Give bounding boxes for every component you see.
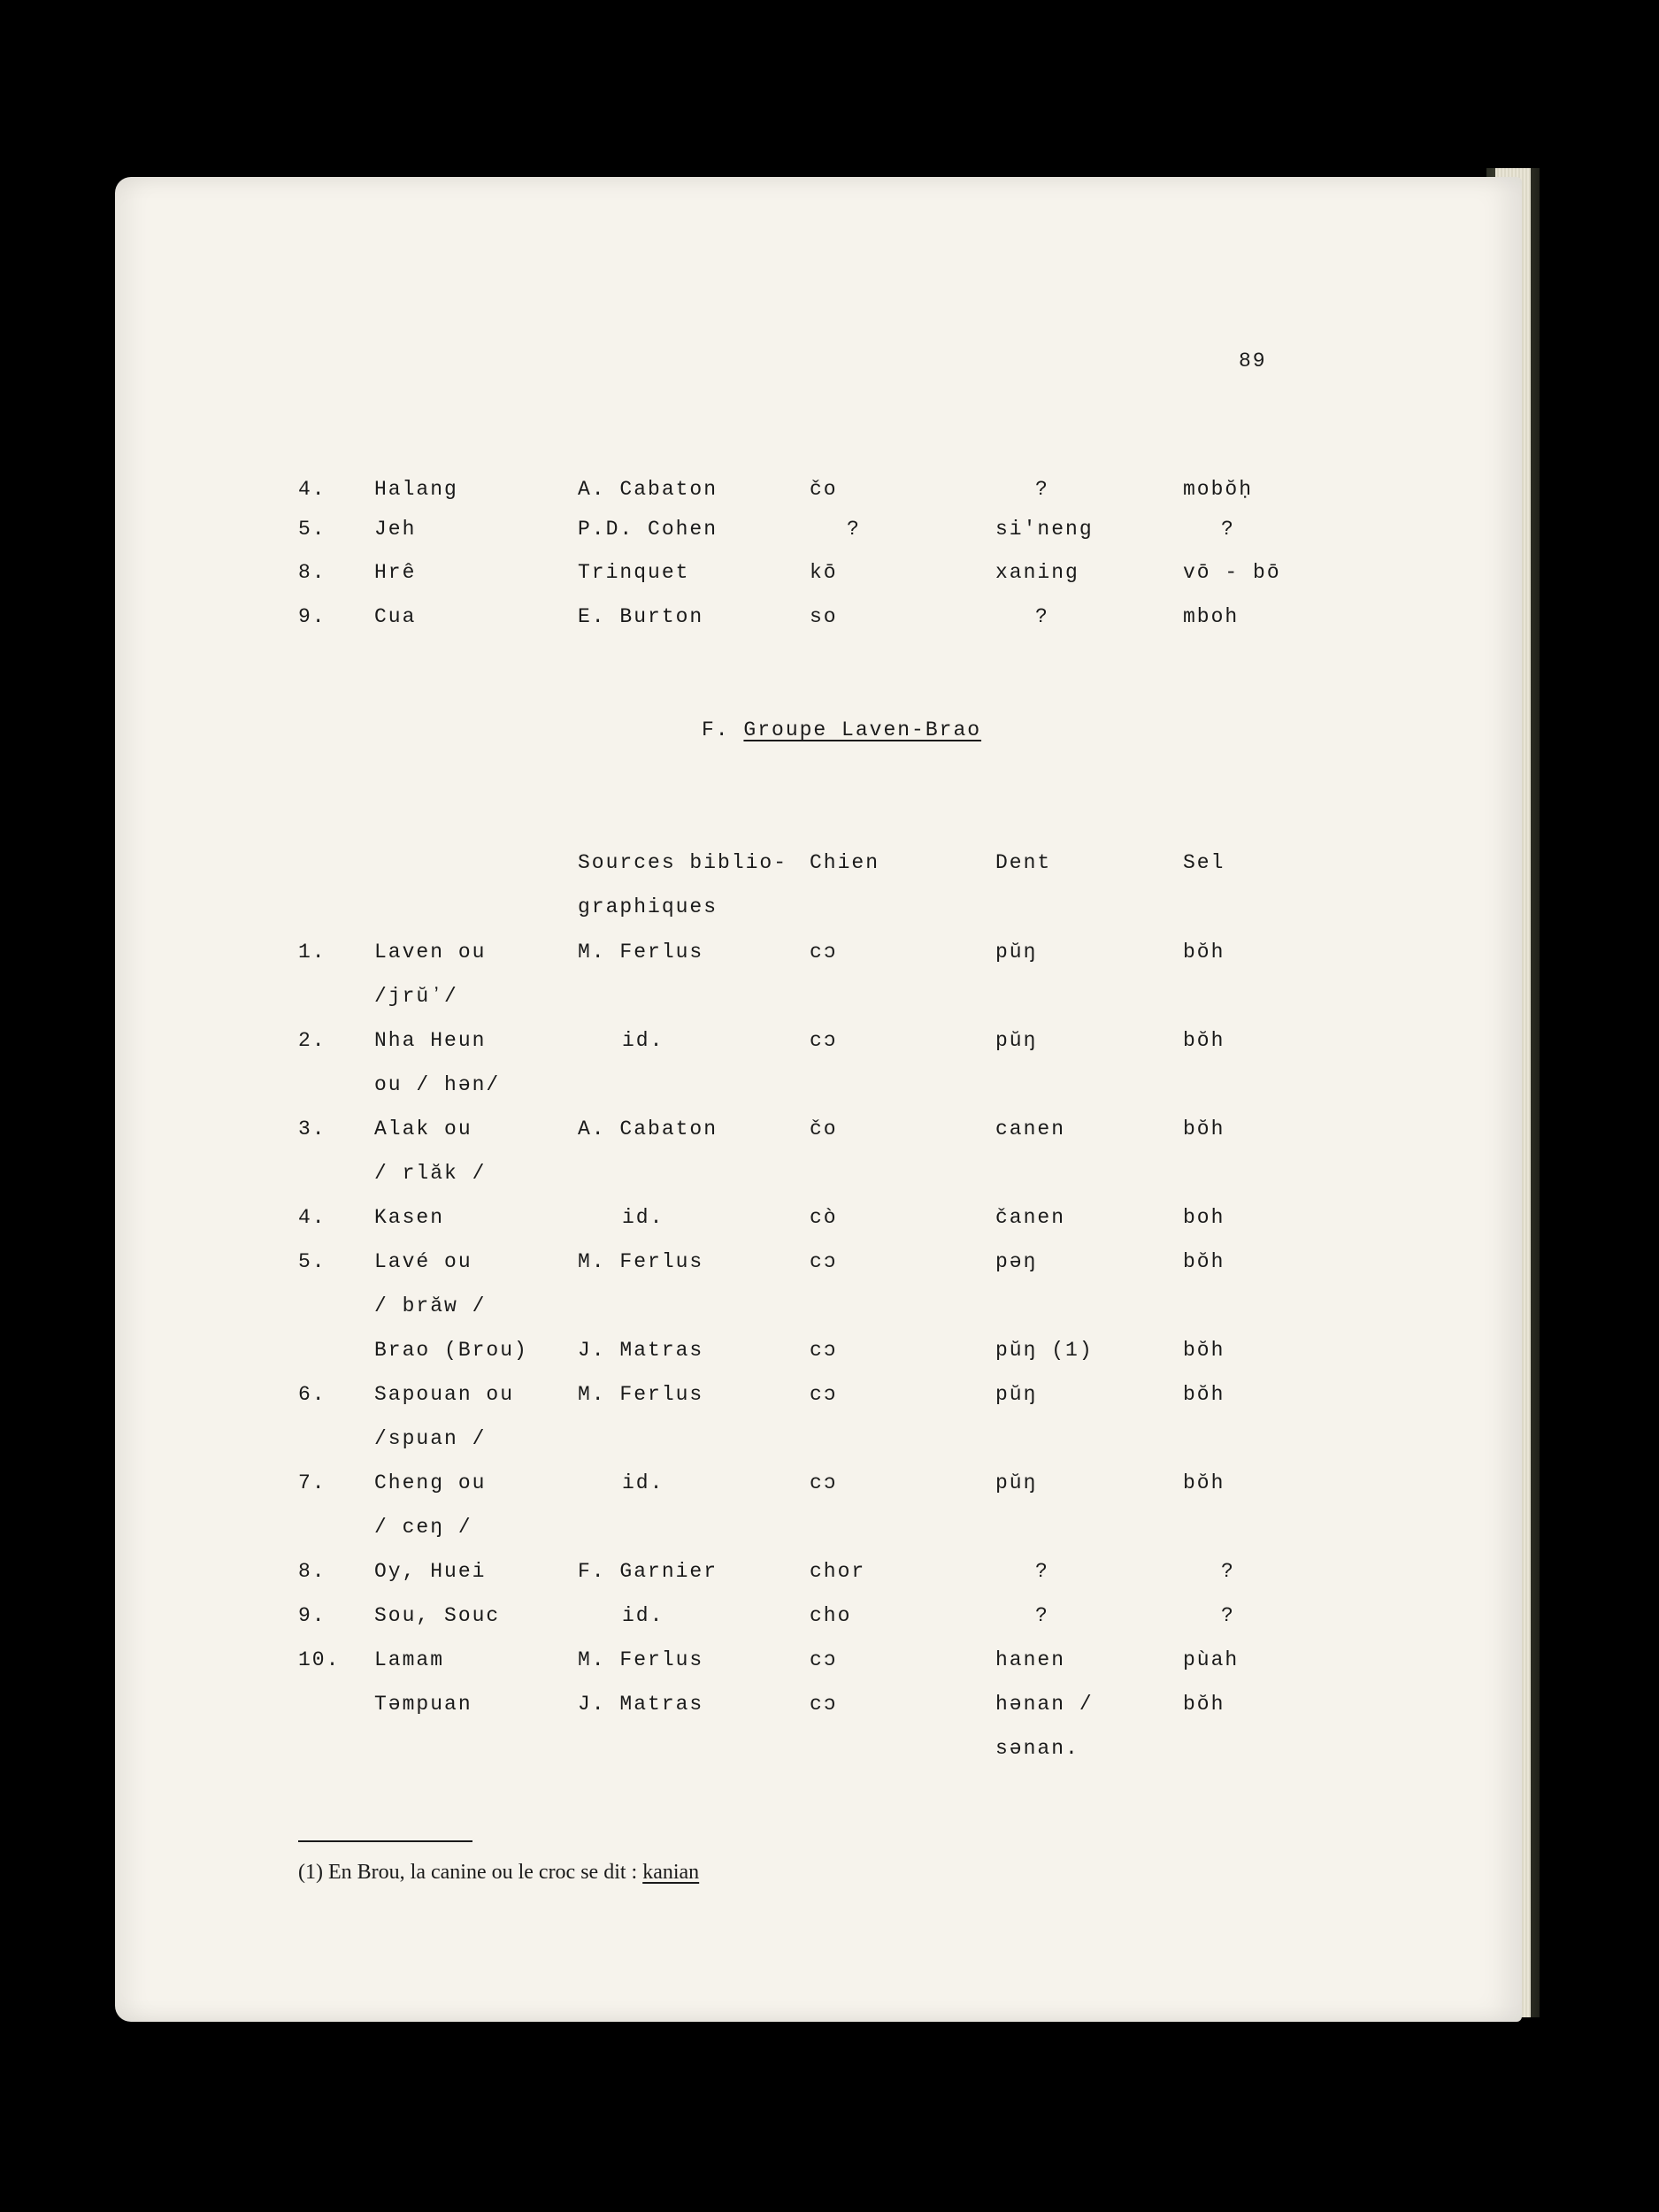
source: id.	[622, 1029, 664, 1052]
table-row	[0, 1073, 1659, 1105]
language-name: Nha Heun	[374, 1029, 487, 1052]
row-number: 6.	[298, 1383, 326, 1406]
language-name: Alak ou	[374, 1118, 472, 1141]
table-row	[0, 985, 1659, 1017]
table-row	[0, 1737, 1659, 1769]
header-sources-line2: graphiques	[578, 895, 718, 918]
row-number: 9.	[298, 605, 326, 628]
sel-value: bŏh	[1183, 941, 1225, 964]
table-row	[0, 941, 1659, 972]
row-number: 8.	[298, 561, 326, 584]
table-row	[0, 1383, 1659, 1415]
row-number: 7.	[298, 1471, 326, 1494]
dent-value: pŭŋ (1)	[995, 1339, 1094, 1362]
table-row	[0, 1162, 1659, 1194]
dent-value: ?	[1035, 478, 1049, 501]
sel-value: bŏh	[1183, 1118, 1225, 1141]
source: E. Burton	[578, 605, 704, 628]
chien-value: cɔ	[810, 1471, 838, 1494]
table-row	[0, 1693, 1659, 1724]
section-title-text: Groupe Laven-Brao	[743, 718, 982, 741]
sel-value: bŏh	[1183, 1250, 1225, 1273]
dent-value: čanen	[995, 1206, 1066, 1229]
page-number: 89	[1239, 349, 1267, 373]
language-name: /jrŭʼ/	[374, 985, 458, 1008]
table-row	[0, 1339, 1659, 1371]
row-number: 4.	[298, 478, 326, 501]
sel-value: mboh	[1183, 605, 1240, 628]
dent-value: pŭŋ	[995, 1029, 1038, 1052]
header-sources: Sources biblio-	[578, 851, 788, 874]
source: M. Ferlus	[578, 1648, 704, 1671]
dent-value: sənan.	[995, 1737, 1079, 1760]
dent-value: hənan /	[995, 1693, 1094, 1716]
sel-value: bŏh	[1183, 1693, 1225, 1716]
source: id.	[622, 1471, 664, 1494]
source: A. Cabaton	[578, 1118, 718, 1141]
dent-value: ?	[1035, 1604, 1049, 1627]
sel-value: bŏh	[1183, 1383, 1225, 1406]
row-number: 4.	[298, 1206, 326, 1229]
row-number: 5.	[298, 1250, 326, 1273]
table-row	[0, 1029, 1659, 1061]
dent-value: hanen	[995, 1648, 1066, 1671]
sel-value: pùah	[1183, 1648, 1240, 1671]
chien-value: čo	[810, 1118, 838, 1141]
footnote-rule	[298, 1840, 472, 1842]
language-name: / rlăk /	[374, 1162, 487, 1185]
source: id.	[622, 1604, 664, 1627]
sel-value: bŏh	[1183, 1471, 1225, 1494]
table-row	[0, 1250, 1659, 1282]
header-dent: Dent	[995, 851, 1052, 874]
dent-value: pŭŋ	[995, 941, 1038, 964]
source: Trinquet	[578, 561, 690, 584]
language-name: Halang	[374, 478, 458, 501]
language-name: Hrê	[374, 561, 417, 584]
language-name: Kasen	[374, 1206, 445, 1229]
source: M. Ferlus	[578, 1383, 704, 1406]
language-name: Oy, Huei	[374, 1560, 487, 1583]
dent-value: pəŋ	[995, 1250, 1038, 1273]
source: F. Garnier	[578, 1560, 718, 1583]
table-row	[0, 1648, 1659, 1680]
table-row	[0, 1294, 1659, 1326]
source: P.D. Cohen	[578, 518, 718, 541]
section-title	[702, 718, 981, 741]
language-name: Təmpuan	[374, 1693, 472, 1716]
sel-value: mobŏḥ	[1183, 478, 1254, 501]
chien-value: cɔ	[810, 1693, 838, 1716]
footnote	[298, 1861, 699, 1885]
footnote-text: (1) En Brou, la canine ou le croc se dit :	[298, 1861, 643, 1884]
table-row	[0, 561, 1659, 593]
row-number: 2.	[298, 1029, 326, 1052]
table-row	[0, 1560, 1659, 1592]
row-number: 9.	[298, 1604, 326, 1627]
source: J. Matras	[578, 1693, 704, 1716]
language-name: ou / hən/	[374, 1073, 501, 1096]
chien-value: čo	[810, 478, 838, 501]
dent-value: canen	[995, 1118, 1066, 1141]
section-letter: F.	[702, 718, 730, 741]
sel-value: ?	[1221, 1560, 1235, 1583]
chien-value: chor	[810, 1560, 866, 1583]
table-row	[0, 1427, 1659, 1459]
sel-value: ?	[1221, 1604, 1235, 1627]
language-name: Jeh	[374, 518, 417, 541]
source: A. Cabaton	[578, 478, 718, 501]
chien-value: ?	[847, 518, 861, 541]
chien-value: cɔ	[810, 1383, 838, 1406]
language-name: Cheng ou	[374, 1471, 487, 1494]
chien-value: cò	[810, 1206, 838, 1229]
language-name: / brăw /	[374, 1294, 487, 1317]
row-number: 10.	[298, 1648, 341, 1671]
language-name: Lamam	[374, 1648, 445, 1671]
chien-value: cɔ	[810, 1339, 838, 1362]
source: M. Ferlus	[578, 941, 704, 964]
language-name: / ceŋ /	[374, 1516, 472, 1539]
chien-value: cɔ	[810, 941, 838, 964]
source: J. Matras	[578, 1339, 704, 1362]
sel-value: boh	[1183, 1206, 1225, 1229]
dent-value: si'neng	[995, 518, 1094, 541]
table-header-continued	[0, 895, 1659, 927]
chien-value: cɔ	[810, 1648, 838, 1671]
dent-value: xaning	[995, 561, 1079, 584]
table-row	[0, 518, 1659, 549]
sel-value: bŏh	[1183, 1339, 1225, 1362]
dent-value: ?	[1035, 1560, 1049, 1583]
table-row	[0, 478, 1659, 510]
sel-value: vō - bō	[1183, 561, 1281, 584]
row-number: 3.	[298, 1118, 326, 1141]
language-name: /spuan /	[374, 1427, 487, 1450]
chien-value: cho	[810, 1604, 852, 1627]
footnote-word: kanian	[642, 1861, 700, 1884]
table-row	[0, 605, 1659, 637]
row-number: 8.	[298, 1560, 326, 1583]
language-name: Cua	[374, 605, 417, 628]
header-chien: Chien	[810, 851, 880, 874]
chien-value: cɔ	[810, 1029, 838, 1052]
table-row	[0, 1604, 1659, 1636]
chien-value: kō	[810, 561, 838, 584]
chien-value: so	[810, 605, 838, 628]
language-name: Lavé ou	[374, 1250, 472, 1273]
language-name: Sou, Souc	[374, 1604, 501, 1627]
language-name: Laven ou	[374, 941, 487, 964]
dent-value: pŭŋ	[995, 1471, 1038, 1494]
source: M. Ferlus	[578, 1250, 704, 1273]
table-row	[0, 1206, 1659, 1238]
table-row	[0, 1118, 1659, 1149]
table-row	[0, 1516, 1659, 1548]
sel-value: ?	[1221, 518, 1235, 541]
table-header	[0, 851, 1659, 883]
table-row	[0, 1471, 1659, 1503]
source: id.	[622, 1206, 664, 1229]
row-number: 5.	[298, 518, 326, 541]
sel-value: bŏh	[1183, 1029, 1225, 1052]
dent-value: ?	[1035, 605, 1049, 628]
chien-value: cɔ	[810, 1250, 838, 1273]
language-name: Sapouan ou	[374, 1383, 515, 1406]
row-number: 1.	[298, 941, 326, 964]
header-sel: Sel	[1183, 851, 1225, 874]
language-name: Brao (Brou)	[374, 1339, 528, 1362]
dent-value: pŭŋ	[995, 1383, 1038, 1406]
